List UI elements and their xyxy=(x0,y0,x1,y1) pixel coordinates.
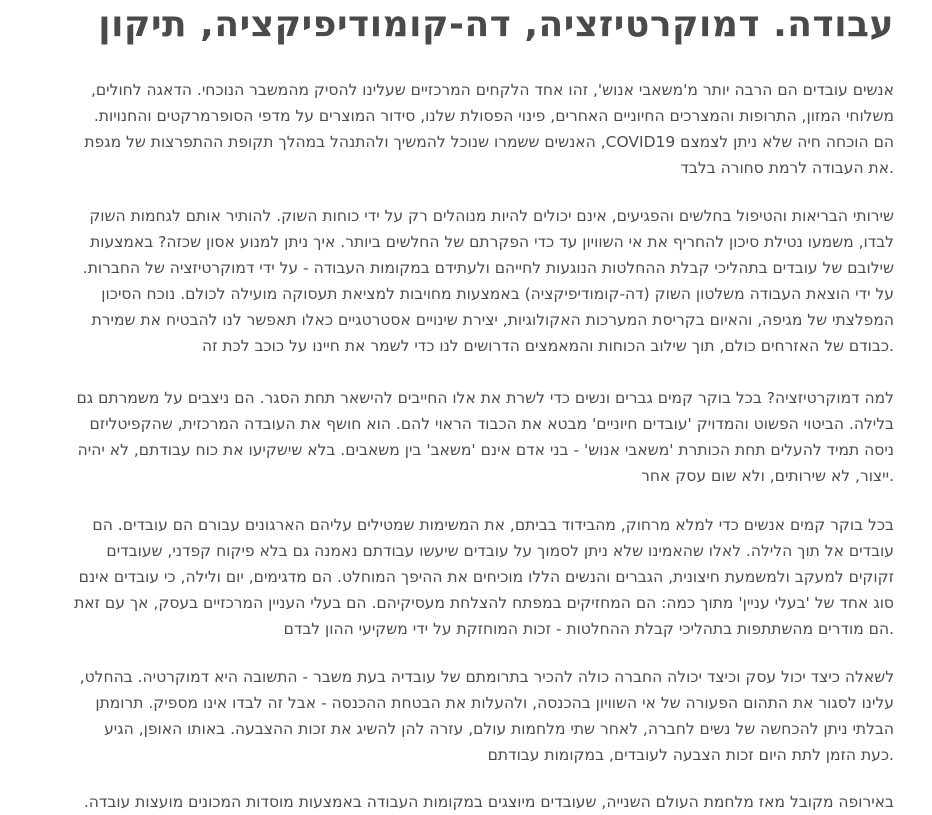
paragraph-line: באירופה מקובל מאז מלחמת העולם השנייה, שעובדים מיוצגים במקומות העבודה באמצעות מוסדות המכונים מועצות עובדה. xyxy=(83,793,894,811)
article-title: עבודה. דמוקרטיזציה, דה-קומודיפיקציה, תיקון xyxy=(98,4,894,45)
paragraph-3 xyxy=(6,385,894,489)
paragraph-line: הבלתי ניתן להכחשה של נשים לחברה, לאחר שתי מלחמות עולם, עזרה להן להשיג את זכות ההצבעה. באותו האופן, הגיע xyxy=(104,720,894,738)
paragraph-line: על ידי הוצאת העבודה משלטון השוק (דה-קומודיפיקציה) באמצעות מחויבות למציאת תעסוקה מועילה לכולם. נוכח הסיכון xyxy=(101,285,894,303)
paragraph-line: שילובם של עובדים בתהליכי קבלת ההחלטות הנוגעות לחייהם ולעתידם במקומות העבודה - על ידי דמוקרטיזציה של החברות. xyxy=(82,259,894,277)
paragraph-line: .את העבודה לרמת סחורה בלבד xyxy=(680,159,894,177)
paragraph-line: בכל בוקר קמים אנשים כדי למלא מרחוק, מהבידוד בביתם, את המשימות שמטילים עליהם הארגונים עבורם הם עובדים. הם xyxy=(92,516,894,534)
paragraph-line: .הם מודרים מהשתתפות בתהליכי קבלת ההחלטות - זכות המוחזקת על ידי משקיעי ההון לבדם xyxy=(283,620,894,638)
paragraph-line: לשאלה כיצד יכול עסק וכיצד יכולה החברה כולה להכיר בתרומתם של עובדיה בעת משבר - התשובה היא דמוקרטיה. בהחלט, xyxy=(79,668,894,686)
paragraph-line: סוג אחד של 'בעלי עניין' מתוך כמה: הם המחזיקים במפתח להצלחת מעסיקיהם. הם בעלי העניין המרכזיים בעסק, אך עם זאת xyxy=(74,594,894,612)
paragraph-line: .כעת הזמן לתת היום זכות הצבעה לעובדים, במקומות עבודתם xyxy=(487,746,894,764)
paragraph-line: עלינו לסגור את התהום הפעורה של אי השוויון בהכנסה, ולהעלות את הבטחת ההכנסה - אבל זה לבדו אינו מספיק. תרומתן xyxy=(95,694,894,712)
paragraph-line: משלוחי המזון, התרופות והמצרכים החיוניים האחרים, פינוי הפסולת שלנו, סידור המוצרים על מדפי הסופרמרקטים והחנויות. xyxy=(93,107,894,125)
paragraph-line: אנשים עובדים הם הרבה יותר מ'משאבי אנוש', זהו אחד הלקחים המרכזיים שעלינו להסיק מהמשבר הנוכחי. הדאגה לחולים, xyxy=(90,81,894,99)
paragraph-line: עובדים אל תוך הלילה. לאלו שהאמינו שלא ניתן לסמוך על עובדים שיעשו עבודתם נאמנה גם בלא פיקוח קפדני, שעובדים xyxy=(106,542,894,560)
paragraph-line: .כבודם של האזרחים כולם, תוך שילוב הכוחות והמאמצים הדרושים לנו כדי לשמר את חיינו על כוכב לכת זה xyxy=(201,337,894,355)
paragraph-line: זקוקים למעקב ולמשמעת חיצונית, הגברים והנשים הללו מוכיחים את ההיפך המוחלט. הם מדגימים, יום ולילה, כי עובדים אינם xyxy=(78,568,894,586)
paragraph-line: לבדו, משמעו נטילת סיכון להחריף את אי השוויון עד כדי הפקרתם של החלשים ביותר. איך ניתן למנוע אסון שכזה? באמצעות xyxy=(90,233,894,251)
paragraph-2 xyxy=(6,203,894,359)
paragraph-line: בלילה. הביטוי הפשוט והמדויק 'עובדים חיוניים' מבטא את הכבוד הראוי להם. הוא חושף את העובדה המרכזית, שהקפיטליזם xyxy=(89,415,894,433)
paragraph-line: ניסה תמיד להעלים תחת הכותרת 'משאבי אנוש' - בני אדם אינם 'משאב' בין משאבים. בלא שישקיעו את כוח עבודתם, לא יהיה xyxy=(77,441,894,459)
paragraph-1 xyxy=(6,77,894,181)
paragraph-line: למה דמוקרטיזציה? בכל בוקר קמים גברים ונשים כדי לשרת את אלו החייבים להישאר תחת הסגר. הם ניצבים על משמרתם גם xyxy=(76,389,894,407)
paragraph-6 xyxy=(6,789,894,815)
paragraph-5 xyxy=(6,664,894,768)
paragraph-line: .ייצור, לא שירותים, ולא שום עסק אחר xyxy=(641,467,894,485)
paragraph-line: המפלצתי של מגיפה, והאיום בקריסת המערכות האקולוגיות, יצירת שינויים אסטרטגיים כאלו תאפשר לנו להבטיח את שמירת xyxy=(91,311,894,329)
paragraph-line: הם הוכחה חיה שלא ניתן לצמצם COVID19, האנשים ששמרו שנוכל להמשיך ולהתנהל במהלך תקופת ההתפרצות של מגפת xyxy=(84,133,894,151)
paragraph-line: שירותי הבריאות והטיפול בחלשים והפגיעים, אינם יכולים להיות מנוהלים רק על ידי כוחות השוק. להותיר אותם לגחמות השוק xyxy=(89,207,894,225)
paragraph-4 xyxy=(6,512,894,642)
